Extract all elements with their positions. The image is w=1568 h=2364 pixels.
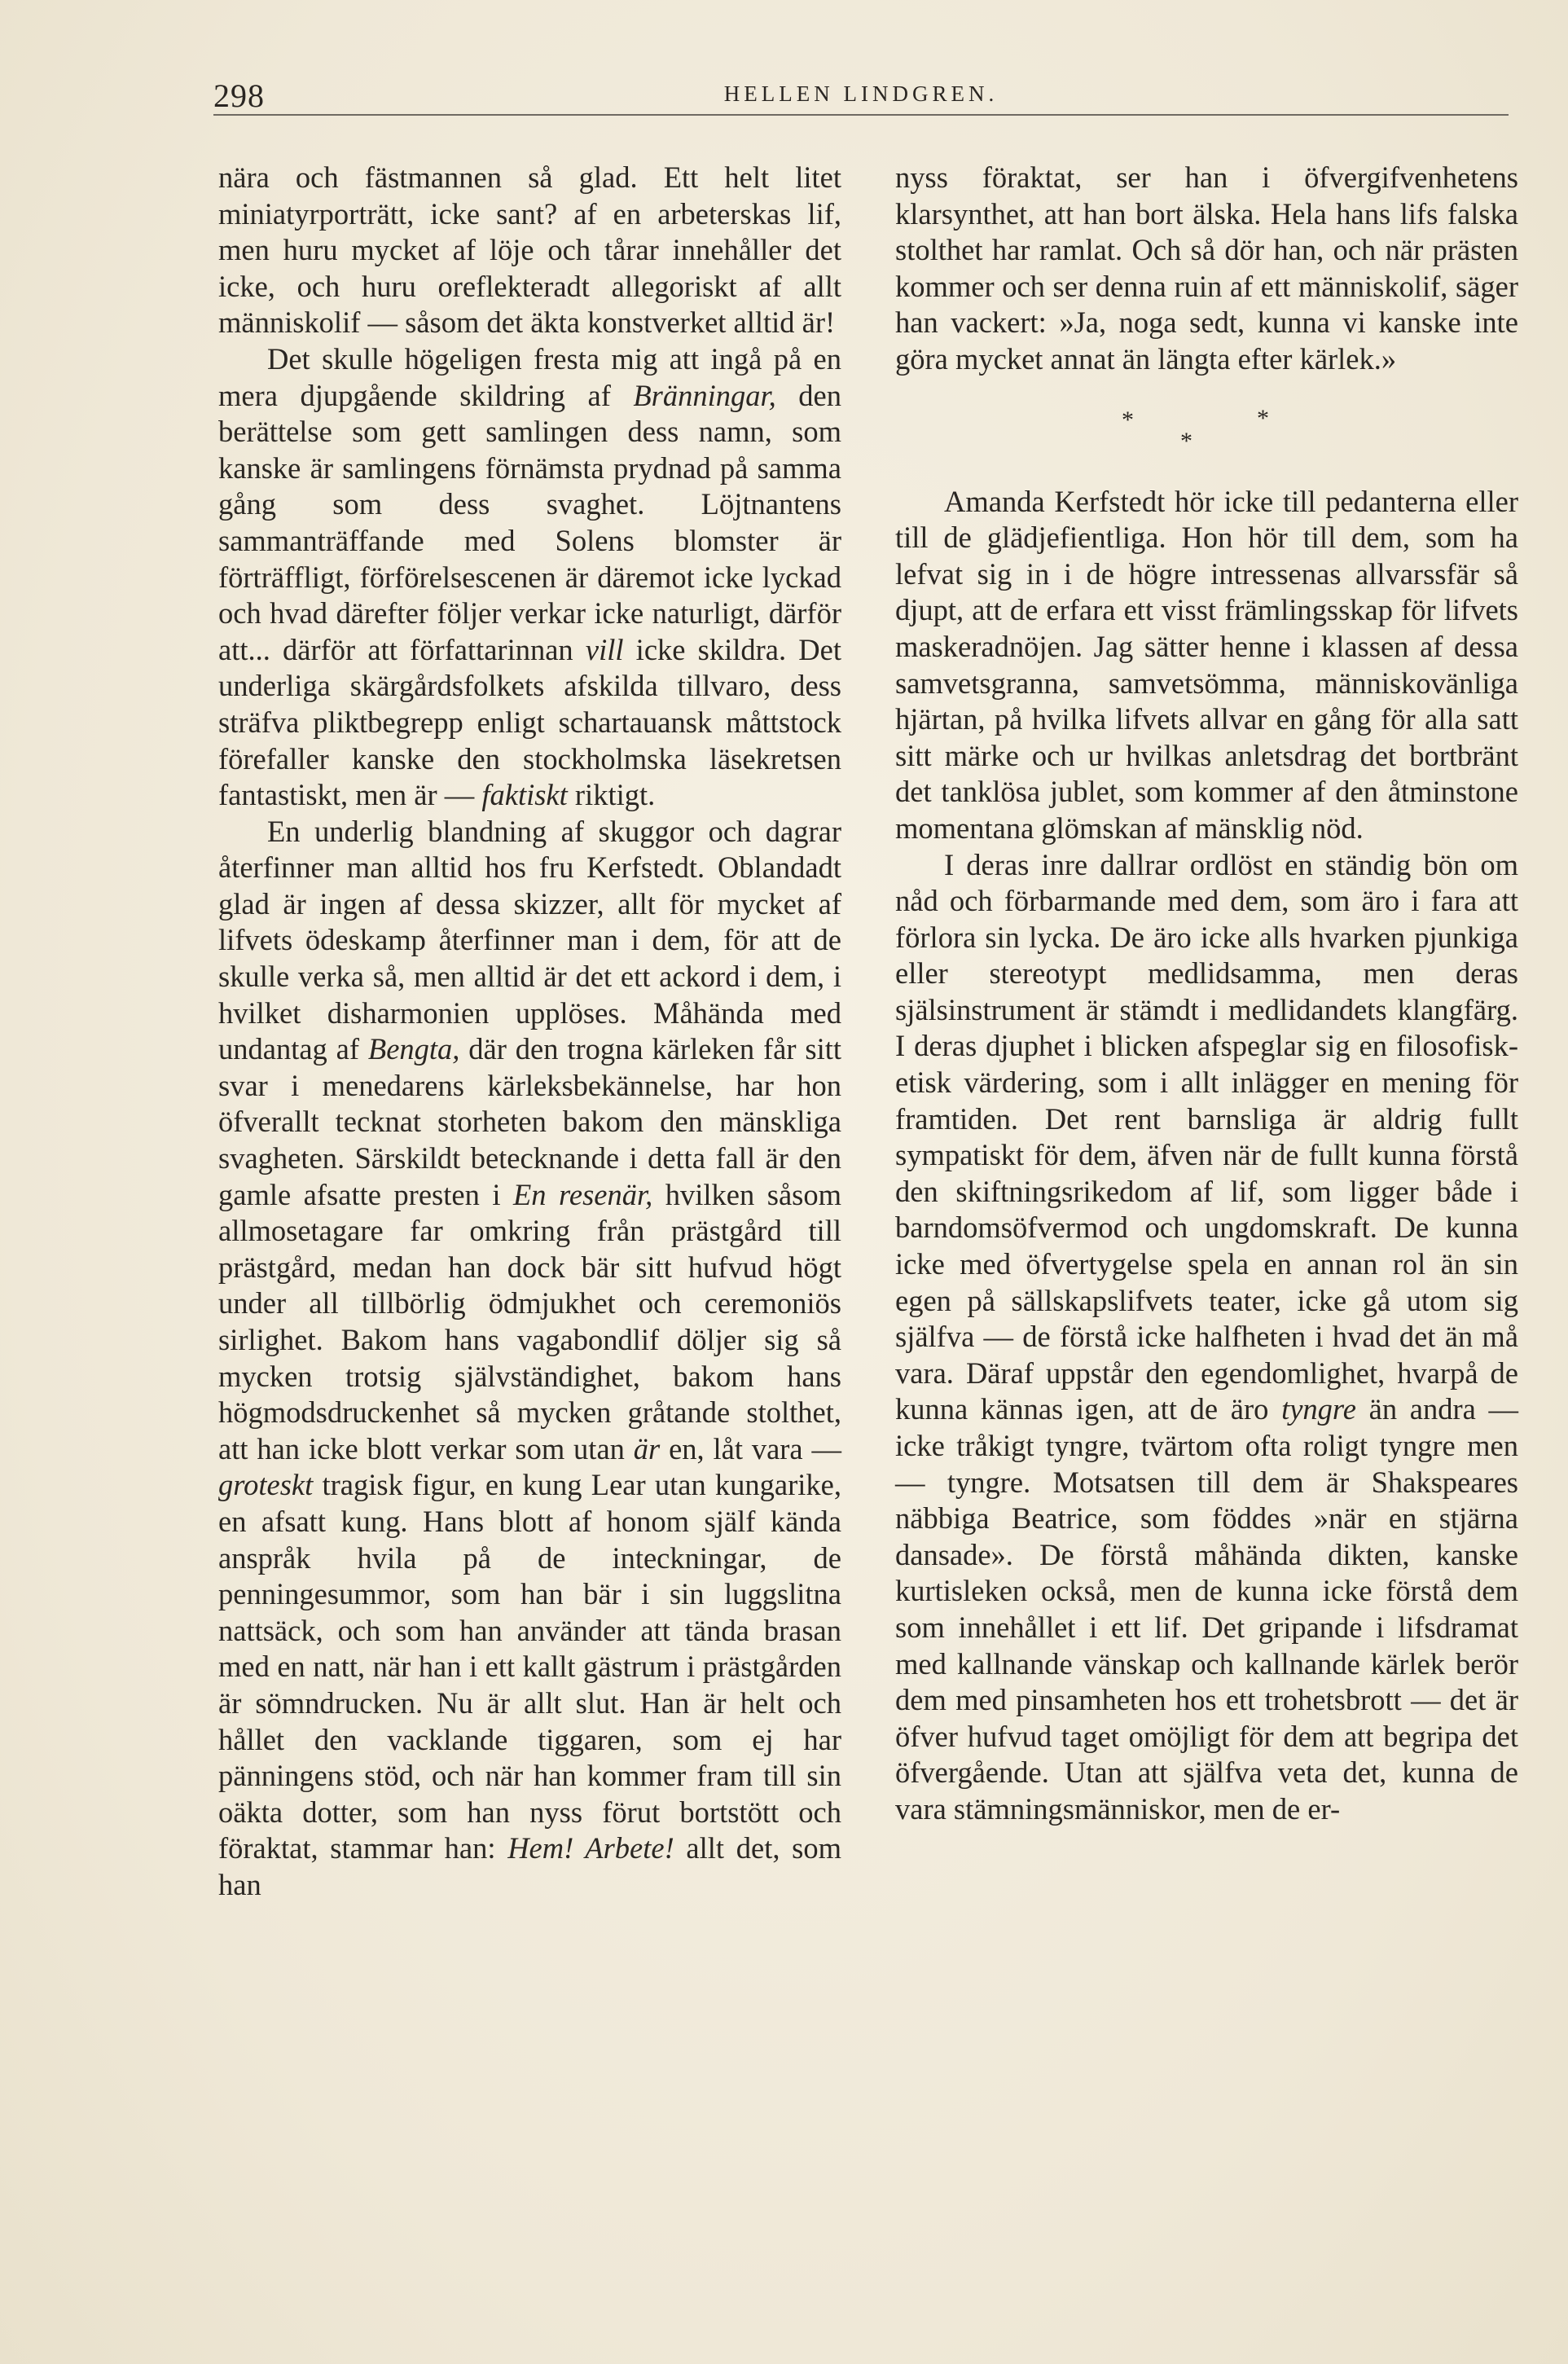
section-break-asterisks [895, 378, 1518, 476]
italic-emphasis: tyngre [1281, 1392, 1356, 1426]
asterisk: * [1180, 427, 1192, 455]
paragraph: Det skulle högeligen fresta mig att ingå på en mera djupgående skildring af Bränningar, den berättelse som gett samlingen dess namn, som kanske är samlingens förnämsta prydnad på samma gång som dess svaghet. Löjtnantens sammanträffande med Solens blomster är förträffligt, förförelsescenen är däremot icke lyckad och hvad därefter följer verkar icke naturligt, därför att... därför att författarinnan vill icke skildra. Det underliga skärgårdsfolkets afskilda tillvaro, dess sträfva pliktbegrepp enligt schartauansk måttstock förefaller kanske den stockholmska läsekretsen fantastiskt, men är — faktiskt riktigt. [218, 341, 842, 812]
header-rule [213, 114, 1509, 116]
right-column [895, 160, 1518, 1828]
paragraph: nyss föraktat, ser han i öfvergifvenhetens klarsynthet, att han bort älska. Hela hans lifs falska stolthet har ramlat. Och så dör han, och när prästen kommer och ser denna ruin af ett människolif, säger han vackert: »Ja, noga sedt, kunna vi kanske inte göra mycket annat än längta efter kärlek.» [895, 160, 1518, 376]
asterisk: * [1122, 406, 1134, 433]
italic-title: Bengta, [367, 1032, 460, 1066]
italic-title: En resenär, [512, 1177, 653, 1211]
italic-emphasis: faktiskt [481, 778, 568, 812]
spacer [895, 476, 1518, 484]
italic-emphasis: vill [585, 632, 624, 666]
italic-quote: Hem! Arbete! [507, 1831, 674, 1865]
italic-title: Bränningar, [633, 378, 776, 412]
paragraph: En underlig blandning af skuggor och dagrar återfinner man alltid hos fru Kerfstedt. Oblandadt glad är ingen af dessa skizzer, allt för mycket af lifvets ödeskamp återfinner man i dem, för att de skulle verka så, men alltid är det ett ackord i dem, i hvilket disharmonien upplöses. Måhända med undantag af Bengta, där den trogna kärleken får sitt svar i menedarens kärleksbekännelse, har hon öfverallt tecknat storheten bakom den mänskliga svagheten. Särskildt betecknande i detta fall är den gamle afsatte presten i En resenär, hvilken såsom allmosetagare far omkring från prästgård till prästgård, medan han dock bär sitt hufvud högt under all tillbörlig ödmjukhet och ceremoniös sirlighet. Bakom hans vagabondlif döljer sig så mycken trotsig självständighet, bakom hans högmodsdruckenhet så mycken gråtande stolthet, att han icke blott verkar som utan är en, låt vara — groteskt tragisk figur, en kung Lear utan kungarike, en afsatt kung. Hans blott af honom själf kända anspråk hvila på de inteckningar, de penningesummor, som han bär i sin luggslitna nattsäck, och som han använder att tända brasan med en natt, när han i ett kallt gästrum i prästgården är sömndrucken. Nu är allt slut. Han är helt och hållet den vacklande tiggaren, som ej har pänningens stöd, och när han kommer fram till sin oäkta dotter, som han nyss förut bortstött och föraktat, stammar han: Hem! Arbete! allt det, som han [218, 814, 841, 1901]
asterisk: * [1257, 404, 1269, 432]
page-header [213, 72, 1509, 121]
left-column [218, 160, 841, 1904]
running-head: HELLEN LINDGREN. [723, 81, 999, 106]
italic-emphasis: groteskt [218, 1468, 314, 1502]
paragraph: Amanda Kerfstedt hör icke till pedanterna eller till de glädjefientliga. Hon hör till dem, som ha lefvat sig in i de högre intressenas allvarssfär så djupt, att de erfara ett visst främlingsskap för lifvets maskeradnöjen. Jag sätter henne i klassen af dessa samvetsgranna, samvetsömma, människovänliga hjärtan, på hvilka lifvets allvar en gång för alla satt sitt märke och ur hvilkas anletsdrag det bortbränt det tanklösa jublet, som kommer af den åtminstone momentana glömskan af mänsklig nöd. [895, 484, 1518, 845]
page-number: 298 [213, 77, 265, 114]
paragraph: nära och fästmannen så glad. Ett helt litet miniatyrporträtt, icke sant? af en arbeterskas lif, men huru mycket af löje och tårar innehåller det icke, och huru oreflekteradt allegoriskt af allt människolif — såsom det äkta konstverket alltid är! [218, 160, 841, 340]
italic-emphasis: är [633, 1431, 661, 1465]
paragraph: I deras inre dallrar ordlöst en ständig bön om nåd och förbarmande med dem, som äro i fara att förlora sin lycka. De äro icke alls hvarken pjunkiga eller stereotypt medlidsamma, men deras själsinstrument är stämdt i medlidandets klangfärg. I deras djuphet i blicken afspeglar sig en filosofisk-etisk värdering, som i allt inlägger en mening för framtiden. Det rent barnsliga är aldrig fullt sympatiskt för dem, äfven när de fullt kunna förstå den skiftningsrikedom af lif, som ligger både i barndomsöfvermod och ungdomskraft. De kunna icke med öfvertygelse spela en annan rol än sin egen på sällskapslifvets teater, icke gå utom sig själfva — de förstå icke halfheten i hvad det än må vara. Däraf uppstår den egendomlighet, hvarpå de kunna kännas igen, att de äro tyngre än andra — icke tråkigt tyngre, tvärtom ofta roligt tyngre men — tyngre. Motsatsen till dem är Shakspeares näbbiga Beatrice, som föddes »när en stjärna dansade». De förstå måhända dikten, kanske kurtisleken också, men de kunna icke förstå dem som innehållet i ett lif. Det gripande i lifsdramat med kallnande vänskap och kallnande kärlek berör dem med pinsamheten hos ett trohetsbrott — det är öfver hufvud taget omöjligt för dem att begripa det öfvergående. Utan att själfva veta det, kunna de vara stämningsmänniskor, men de er- [895, 847, 1518, 1826]
